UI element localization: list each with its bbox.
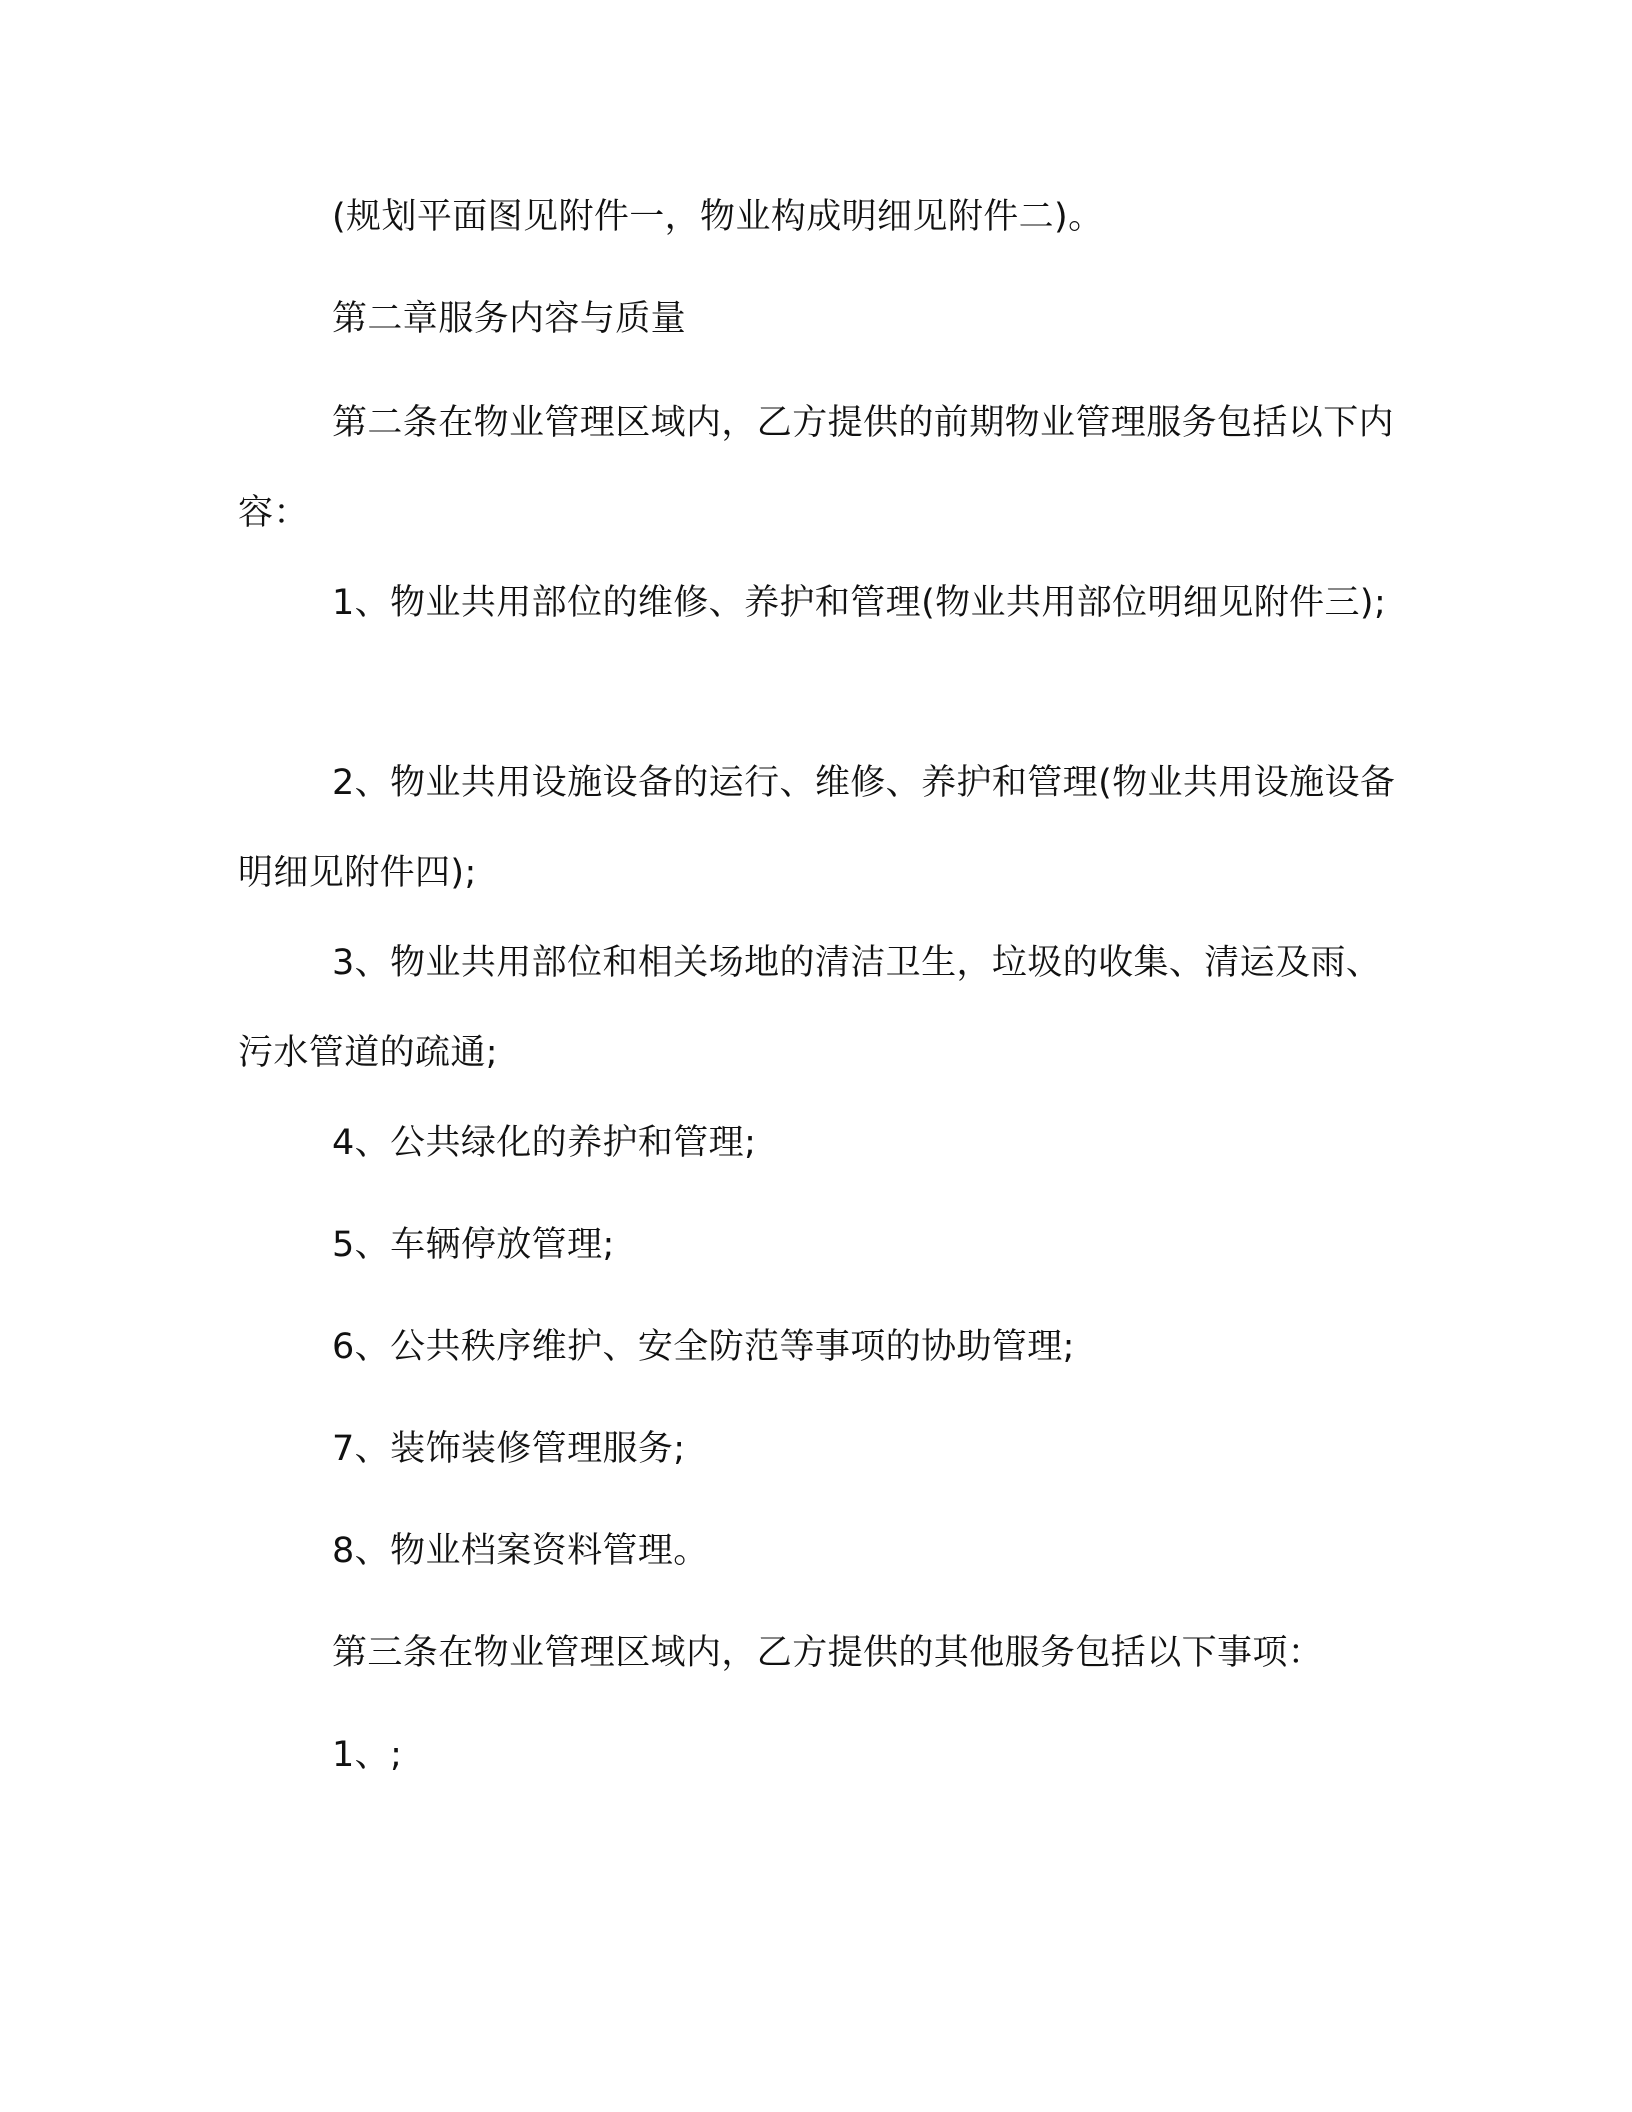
article-two: 第二条在物业管理区域内，乙方提供的前期物业管理服务包括以下内容：	[238, 403, 1395, 533]
list-item-1: 1、物业共用部位的维修、养护和管理(物业共用部位明细见附件三);	[332, 583, 1387, 623]
list-item-6: 6、公共秩序维护、安全防范等事项的协助管理;	[332, 1327, 1075, 1367]
chapter-heading: 第二章服务内容与质量	[332, 299, 687, 339]
list-item-7: 7、装饰装修管理服务;	[332, 1429, 686, 1469]
article-three: 第三条在物业管理区域内，乙方提供的其他服务包括以下事项：	[332, 1633, 1324, 1673]
list-item-4: 4、公共绿化的养护和管理;	[332, 1123, 757, 1163]
list-item-8: 8、物业档案资料管理。	[332, 1531, 709, 1571]
list-item-3: 3、物业共用部位和相关场地的清洁卫生，垃圾的收集、清运及雨、污水管道的疏通;	[238, 943, 1382, 1073]
paragraph-attachment-note: (规划平面图见附件一，物业构成明细见附件二)。	[332, 197, 1104, 237]
list-item-other-1: 1、;	[332, 1735, 403, 1775]
list-item-2: 2、物业共用设施设备的运行、维修、养护和管理(物业共用设施设备明细见附件四);	[238, 763, 1396, 893]
list-item-5: 5、车辆停放管理;	[332, 1225, 615, 1265]
